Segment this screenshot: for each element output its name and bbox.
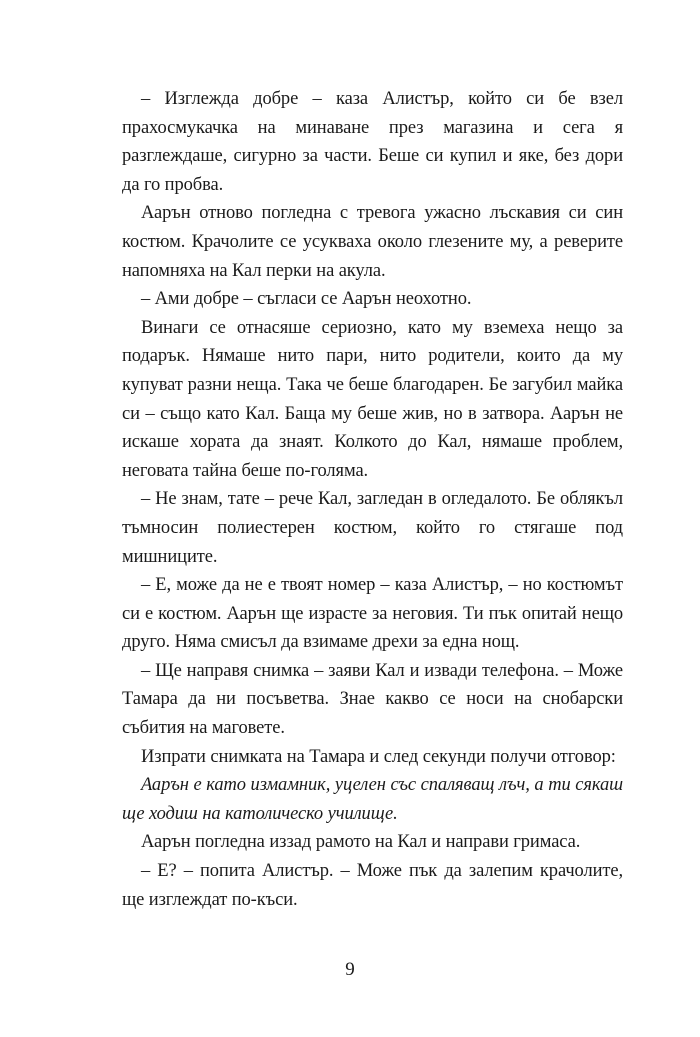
paragraph: – Ще направя снимка – заяви Кал и извади телефона. – Може Тамара да ни посъветва. Знае какво се носи на снобарски събития на маговете. — [122, 660, 623, 739]
paragraph: Аарън отново погледна с тревога ужасно лъскавия си син костюм. Крачолите се усукваха около глезените му, а реверите напомняха на Кал перки на акула. — [122, 203, 623, 281]
paragraph: Винаги се отнасяше сериозно, като му вземеха нещо за подарък. Нямаше нито пари, нито родители, които да му купуват разни неща. Така че беше благодарен. Бе загубил майка си – също като Кал. Баща му беше жив, но в затвора. Аарън не искаше хората да знаят. Колкото до Кал, нямаше проблем, неговата тайна беше по-голяма. — [122, 317, 623, 481]
paragraph: Аарън погледна иззад рамото на Кал и направи гримаса. — [141, 832, 581, 853]
body-text — [122, 85, 623, 914]
paragraph: – Ами добре – съгласи се Аарън неохотно. — [141, 289, 472, 310]
paragraph: – Изглежда добре – каза Алистър, който си бе взел прахосмукачка на минаване през магазина и сега я разглеждаше, сигурно за части. Беше си купил и яке, без дори да го пробва. — [122, 89, 623, 195]
paragraph: Изпрати снимката на Тамара и след секунди получи отговор: — [141, 746, 616, 767]
paragraph: – Е? – попита Алистър. – Може пък да залепим крачолите, ще изглеждат по-къси. — [122, 861, 623, 910]
paragraph: – Е, може да не е твоят номер – каза Алистър, – но костюмът си е костюм. Аарън ще израсте за неговия. Ти пък опитай нещо друго. Няма смисъл да взимаме дрехи за една нощ. — [122, 575, 623, 653]
page-number: 9 — [345, 959, 355, 980]
paragraph: – Не знам, тате – рече Кал, загледан в огледалото. Бе облякъл тъмносин полиестерен костюм, който го стягаше под мишниците. — [122, 489, 623, 567]
text-message-paragraph: Аарън е като измамник, уцелен със спаляващ лъч, а ти сякаш ще ходиш на католическо училище. — [122, 775, 623, 824]
